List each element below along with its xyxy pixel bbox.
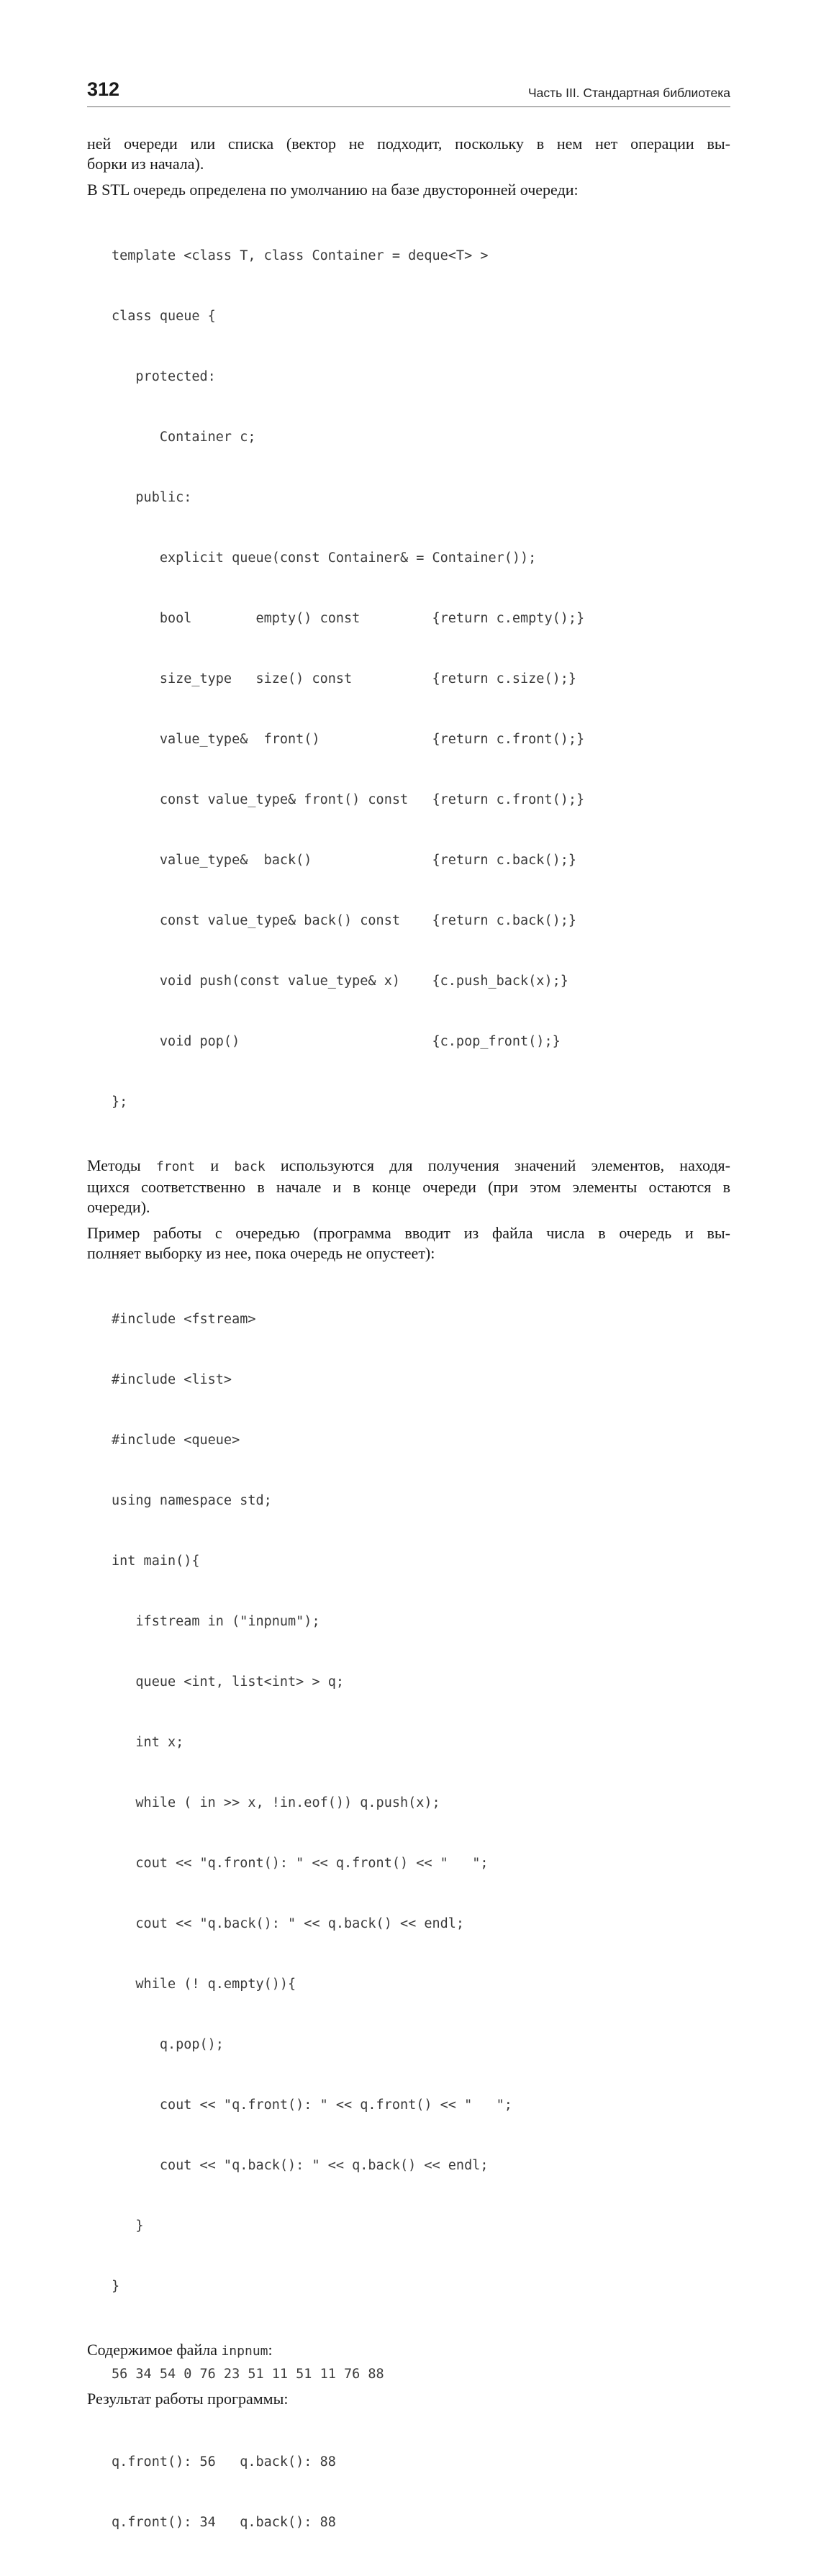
code-line: }; [112, 1094, 128, 1110]
code-line: class queue { [112, 309, 216, 324]
code-line: template <class T, class Container = deque<T> > [112, 248, 489, 263]
code-line: q.pop(); [112, 2037, 224, 2052]
page-body [87, 134, 730, 2576]
stl-paragraph: В STL очередь определена по умолчанию на базе двусторонней очереди: [87, 181, 579, 199]
code-line: value_type& back() {return c.back();} [112, 853, 577, 868]
file-contents: 56 34 54 0 76 23 51 11 51 11 76 88 [112, 2367, 384, 2382]
code-line: value_type& front() {return c.front();} [112, 732, 585, 747]
output-line: q.front(): 34 q.back(): 88 [112, 2515, 336, 2530]
methods-paragraph [87, 1156, 730, 1217]
page-header [87, 78, 730, 107]
code-line: Container c; [112, 430, 256, 445]
code-line: ifstream in ("inpnum"); [112, 1614, 320, 1629]
intro-paragraph [87, 134, 730, 174]
code-line: cout << "q.front(): " << q.front() << " "; [112, 1856, 489, 1871]
code-line: while ( in >> x, !in.eof()) q.push(x); [112, 1795, 440, 1810]
code-line: cout << "q.back(): " << q.back() << endl; [112, 2158, 489, 2173]
file-label-colon: : [268, 2341, 273, 2359]
code-line: explicit queue(const Container& = Container()); [112, 550, 537, 566]
code-line: void pop() {c.pop_front();} [112, 1034, 561, 1049]
file-name: inpnum [221, 2344, 268, 2359]
code-line: } [112, 2279, 120, 2294]
file-contents-label [87, 2340, 730, 2362]
result-label: Результат работы программы: [87, 2390, 289, 2408]
program-output [87, 2412, 730, 2573]
file-label-text: Содержимое файла [87, 2341, 222, 2359]
code-line: cout << "q.front(): " << q.front() << " "; [112, 2097, 512, 2113]
example-line-2: полняет выборку из нее, пока очередь не опустеет): [87, 1244, 435, 1262]
code-line: #include <fstream> [112, 1312, 256, 1327]
code-line: const value_type& front() const {return c.front();} [112, 792, 585, 807]
intro-line-2: борки из начала). [87, 155, 204, 173]
code-line: protected: [112, 369, 216, 384]
code-block-example [87, 1269, 730, 2337]
code-line: size_type size() const {return c.size();} [112, 671, 577, 686]
code-line: void push(const value_type& x) {c.push_back(x);} [112, 974, 568, 989]
code-line: bool empty() const {return c.empty();} [112, 611, 585, 626]
methods-text: и [195, 1156, 235, 1174]
front-keyword: front [155, 1159, 196, 1174]
code-line: public: [112, 490, 192, 505]
code-block-queue [87, 206, 730, 1153]
page-number: 312 [87, 78, 120, 100]
code-line: int main(){ [112, 1554, 200, 1569]
code-line: int x; [112, 1735, 184, 1750]
example-paragraph [87, 1223, 730, 1264]
code-line: cout << "q.back(): " << q.back() << endl; [112, 1916, 465, 1931]
code-line: while (! q.empty()){ [112, 1977, 296, 1992]
methods-text: используются для получения значений элементов, находя- [265, 1156, 731, 1174]
code-line: #include <list> [112, 1372, 232, 1387]
methods-line-3: очереди). [87, 1198, 150, 1216]
methods-line-2: щихся соответственно в начале и в конце очереди (при этом элементы остаются в [87, 1178, 730, 1196]
running-head: Часть III. Стандартная библиотека [527, 86, 730, 100]
output-line: q.front(): 56 q.back(): 88 [112, 2454, 336, 2470]
methods-line-1 [87, 1156, 730, 1177]
code-line: const value_type& back() const {return c.back();} [112, 913, 577, 928]
code-line: using namespace std; [112, 1493, 272, 1508]
code-line: } [112, 2218, 144, 2233]
methods-text: Методы [87, 1156, 156, 1174]
code-line: queue <int, list<int> > q; [112, 1674, 345, 1690]
example-line-1: Пример работы с очередью (программа вводит из файла числа в очередь и вы- [87, 1224, 730, 1242]
back-keyword: back [234, 1159, 266, 1174]
code-line: #include <queue> [112, 1433, 240, 1448]
intro-line-1: ней очереди или списка (вектор не подходит, поскольку в нем нет операции вы- [87, 135, 730, 153]
